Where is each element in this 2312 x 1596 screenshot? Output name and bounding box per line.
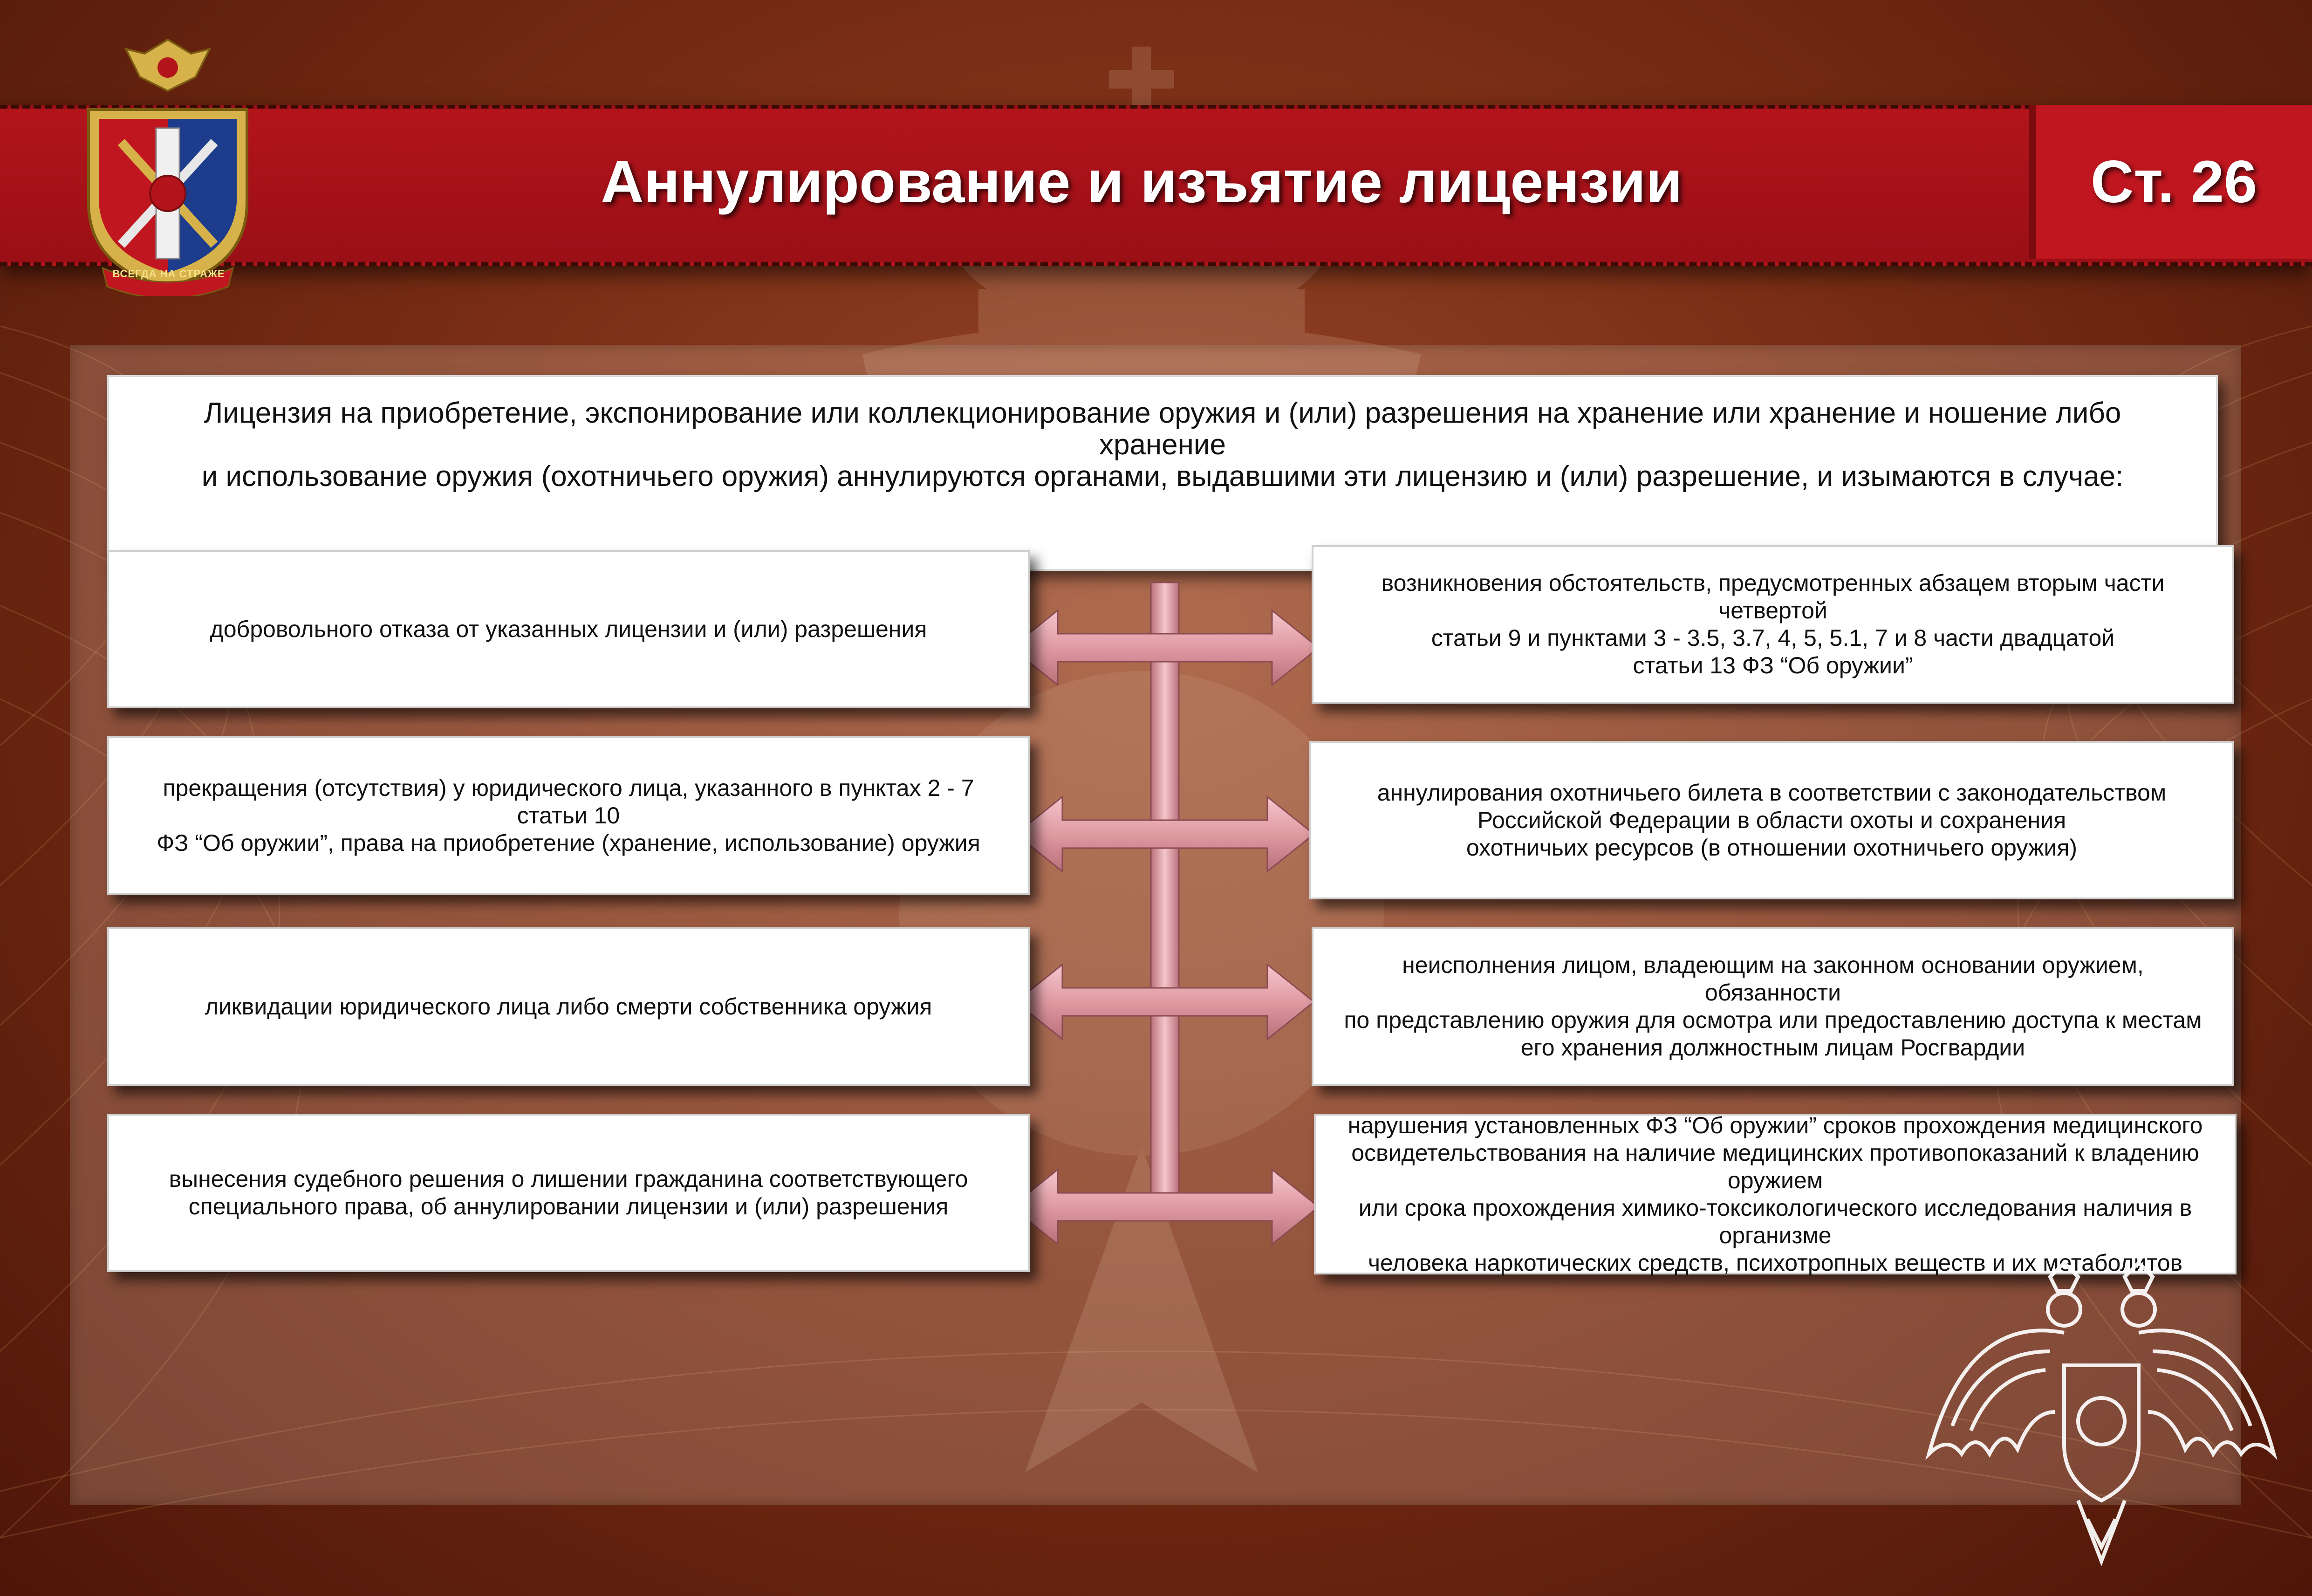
case-text-line: по представлению оружия для осмотра или предоставлению доступа к местам — [1344, 1007, 2202, 1033]
case-text-line: Российской Федерации в области охоты и сохранения — [1477, 807, 2066, 833]
double-headed-eagle-emblem-icon — [1910, 1258, 2292, 1575]
case-text-line: человека наркотических средств, психотропных веществ и их метаболитов — [1368, 1249, 2183, 1276]
case-voluntary-refusal — [107, 550, 1030, 708]
case-text-line: ФЗ “Об оружии”, права на приобретение (хранение, использование) оружия — [157, 829, 980, 856]
case-text-line: охотничьих ресурсов (в отношении охотничьего оружия) — [1466, 834, 2078, 861]
case-text-line: статьи 9 и пунктами 3 - 3.5, 3.7, 4, 5, 5.1, 7 и 8 части двадцатой — [1431, 625, 2115, 651]
case-inspection-obligation — [1312, 927, 2234, 1086]
case-text-line: освидетельствования на наличие медицинских противопоказаний к владению оружием — [1351, 1139, 2199, 1193]
page-title: Аннулирование и изъятие лицензии — [601, 148, 1683, 215]
case-liquidation-death — [107, 927, 1030, 1086]
case-text-line: ликвидации юридического лица либо смерти собственника оружия — [205, 993, 932, 1020]
case-text-line: его хранения должностным лицам Росгвардии — [1520, 1034, 2025, 1061]
case-text-line: специального права, об аннулировании лицензии и (или) разрешения — [188, 1193, 949, 1219]
case-text-line: или срока прохождения химико-токсикологического исследования наличия в организме — [1358, 1194, 2192, 1248]
case-text-line: вынесения судебного решения о лишении гражданина соответствующего — [169, 1166, 968, 1192]
case-court-decision — [107, 1114, 1030, 1272]
case-text-line: аннулирования охотничьего билета в соответствии с законодательством — [1377, 779, 2167, 806]
article-number: Ст. 26 — [2029, 105, 2312, 259]
case-text-line: прекращения (отсутствия) у юридического лица, указанного в пунктах 2 - 7 статьи 10 — [163, 774, 974, 829]
case-hunting-license-cancelled — [1309, 741, 2234, 899]
case-text-line: нарушения установленных ФЗ “Об оружии” сроков прохождения медицинского — [1348, 1112, 2203, 1138]
intro-text-box — [107, 375, 2218, 571]
pink-arrow-connector-icon — [1002, 573, 1328, 1300]
case-text-line: добровольного отказа от указанных лицензии и (или) разрешения — [210, 616, 927, 642]
rosgvardia-shield-icon — [70, 35, 266, 296]
case-legal-entity-rights — [107, 736, 1030, 895]
intro-line-1: Лицензия на приобретение, экспонирование или коллекционирование оружия и (или) разрешения на хранение или хранение и ношение либо хранение — [204, 397, 2121, 461]
case-circumstances-art9-art13 — [1312, 545, 2234, 704]
intro-line-2: и использование оружия (охотничьего оружия) аннулируются органами, выдавшими эти лицензию и (или) разрешение, и изымаются в случае: — [201, 460, 2124, 493]
case-medical-exam-deadline — [1314, 1114, 2237, 1274]
case-text-line: возникновения обстоятельств, предусмотренных абзацем вторым части четвертой — [1381, 570, 2165, 623]
logo-motto: ВСЕГДА НА СТРАЖЕ — [112, 268, 225, 280]
case-text-line: статьи 13 ФЗ “Об оружии” — [1633, 652, 1913, 678]
case-text-line: неисполнения лицом, владеющим на законном основании оружием, обязанности — [1402, 952, 2144, 1006]
